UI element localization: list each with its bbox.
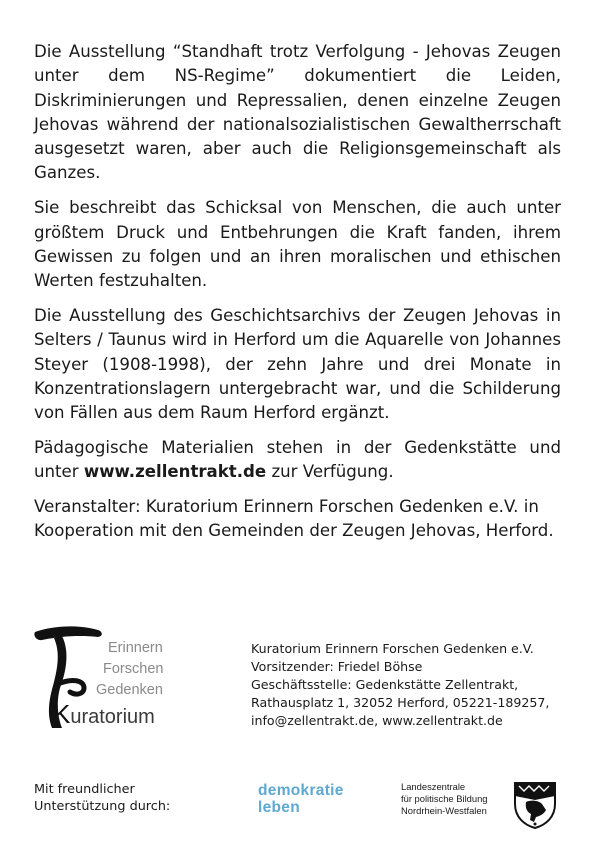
logo-initial: K — [53, 699, 71, 729]
nrw-coat-of-arms-icon — [512, 780, 558, 830]
logo-kuratorium — [53, 699, 155, 729]
address-line-3: Geschäftsstelle: Gedenkstätte Zellentrakt, — [251, 677, 519, 692]
sponsor-line-1: demokratie — [258, 782, 344, 799]
logo-word-1: Erinnern — [108, 640, 163, 656]
address-line-2: Vorsitzender: Friedel Böhse — [251, 659, 423, 674]
landeszentrale-text — [401, 781, 488, 817]
address-block — [251, 640, 549, 730]
paragraph-4-text-a: Pädagogische Materialien stehen in der Gedenkstätte und unter — [34, 437, 561, 482]
address-line-4: Rathausplatz 1, 32052 Herford, 05221-189257, — [251, 695, 550, 710]
paragraph-5: Veranstalter: Kuratorium Erinnern Forschen Gedenken e.V. in Kooperation mit den Gemeinden der Zeugen Jehovas, Herford. — [34, 497, 554, 541]
website-link[interactable]: www.zellentrakt.de — [83, 462, 267, 482]
body-text — [34, 40, 561, 554]
lz-line-1: Landeszentrale — [401, 781, 466, 792]
lz-line-2: für politische Bildung — [401, 793, 488, 804]
support-line-2: Unterstützung durch: — [34, 799, 171, 814]
paragraph-4-text-b: zur Verfügung. — [266, 462, 394, 482]
paragraph-4 — [34, 436, 561, 485]
paragraph-3: Die Ausstellung des Geschichtsarchivs der Zeugen Jehovas in Selters / Taunus wird in Herford um die Aquarelle von Johannes Steyer (1908-1998), der zehn Jahre und drei Monate in Konzentrationslagern untergebracht war, und die Schilderung von Fällen aus dem Raum Herford ergänzt. — [34, 305, 561, 423]
support-text — [34, 781, 170, 815]
demokratie-leben-logo — [258, 782, 344, 816]
lz-line-3: Nordrhein-Westfalen — [401, 805, 487, 816]
address-line-1: Kuratorium Erinnern Forschen Gedenken e.V. — [251, 641, 534, 656]
logo-word-2: Forschen — [103, 661, 164, 677]
sponsor-line-2: leben — [258, 799, 300, 816]
paragraph-1: Die Ausstellung “Standhaft trotz Verfolgung - Jehovas Zeugen unter dem NS-Regime” dokumentiert die Leiden, Diskriminierungen und Repressalien, denen einzelne Zeugen Jehovas während der nationalsozialistischen Gewaltherrschaft ausgesetzt waren, aber auch die Religionsgemeinschaft als Ganzes. — [34, 42, 561, 183]
logo-rest: uratorium — [70, 706, 155, 728]
logo-word-3: Gedenken — [96, 682, 163, 698]
paragraph-2: Sie beschreibt das Schicksal von Menschen, die auch unter größtem Druck und Entbehrungen die Kraft fanden, ihrem Gewissen zu folgen und an ihren moralischen und ethischen Werten festzuhalten. — [34, 198, 561, 291]
support-line-1: Mit freundlicher — [34, 782, 135, 797]
address-line-5: info@zellentrakt.de, www.zellentrakt.de — [251, 713, 503, 728]
